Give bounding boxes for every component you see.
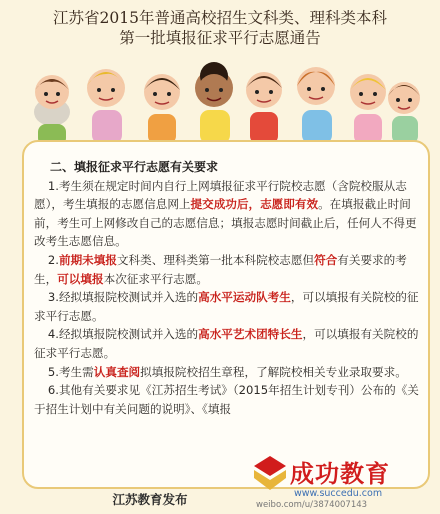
req-5-text-b: 拟填报院校招生章程，了解院校相关专业录取要求。: [140, 364, 407, 379]
child-4: [195, 62, 233, 144]
req-3-text-b: ，可以填报有关院校的征求平行志愿。: [34, 290, 419, 323]
child-6: [297, 67, 335, 144]
title-line-2: 第一批填报征求平行志愿通告: [119, 29, 321, 47]
notice-title: [0, 8, 440, 48]
requirement-6: [34, 381, 422, 418]
req-5-highlight: 认真查阅: [93, 364, 141, 379]
req-2-highlight-b: 符合: [314, 252, 338, 267]
watermark-weibo: weibo.com/u/3874007143: [256, 500, 368, 510]
child-8: [388, 82, 420, 144]
req-1-text-b: 。在填报截止时间前，考生可上网修改自己的志愿信息；填报志愿时间截止后，任何人不得更改考生志愿信息。: [34, 197, 417, 249]
requirement-5: [34, 363, 422, 382]
child-1: [34, 75, 70, 146]
req-2-highlight-c: 可以填报: [57, 271, 104, 286]
req-2-highlight-a: 前期未填报: [58, 252, 117, 267]
child-5: [246, 72, 282, 144]
req-2-number: 2.: [47, 252, 59, 267]
req-4-text-a: 4.经拟填报院校测试并入选的: [47, 327, 199, 342]
requirements-panel: [22, 140, 430, 489]
req-2-text-b: 有关要求的考生，: [34, 252, 407, 286]
req-1-text-a: 1.考生须在规定时间内自行上网填报征求平行院校志愿（含院校服从志愿），考生填报的志愿信息网上: [34, 178, 407, 212]
watermark: [248, 452, 438, 512]
req-1-highlight: 提交成功后，志愿即有效: [190, 197, 319, 212]
req-2-text-a: 文科类、理科类第一批本科院校志愿但: [116, 252, 315, 267]
section-heading: 二、填报征求平行志愿有关要求: [50, 160, 219, 174]
brand-logo-icon: [250, 454, 290, 494]
publisher-footer: 江苏教育发布: [112, 492, 188, 507]
req-6-tail: 填报: [207, 401, 232, 416]
req-3-text-a: 3.经拟填报院校测试并入选的: [47, 290, 199, 305]
req-6-text: 6.其他有关要求见《江苏招生考试》（2015年招生计划专刊）公布的《关于招生计划中有关问题的说明》、《: [34, 383, 419, 416]
requirement-3: [34, 288, 422, 325]
req-3-highlight: 高水平运动队考生: [198, 290, 291, 305]
requirement-4: [34, 325, 422, 362]
watermark-brand: 成功教育: [290, 460, 390, 488]
requirement-1: [34, 177, 422, 251]
req-4-highlight: 高水平艺术团特长生: [198, 327, 303, 342]
child-2: [87, 69, 125, 144]
child-3: [144, 74, 180, 144]
child-7: [350, 74, 386, 144]
requirements-content: [34, 158, 422, 418]
req-5-text-a: 5.考生需: [47, 364, 94, 379]
req-2-text-c: 本次征求平行志愿。: [103, 271, 208, 286]
requirement-2: [34, 251, 422, 288]
title-line-1: 江苏省2015年普通高校招生文科类、理科类本科: [53, 9, 387, 27]
watermark-url: www.succedu.com: [294, 488, 383, 499]
req-4-text-b: ，可以填报有关院校的征求平行志愿。: [34, 327, 419, 360]
